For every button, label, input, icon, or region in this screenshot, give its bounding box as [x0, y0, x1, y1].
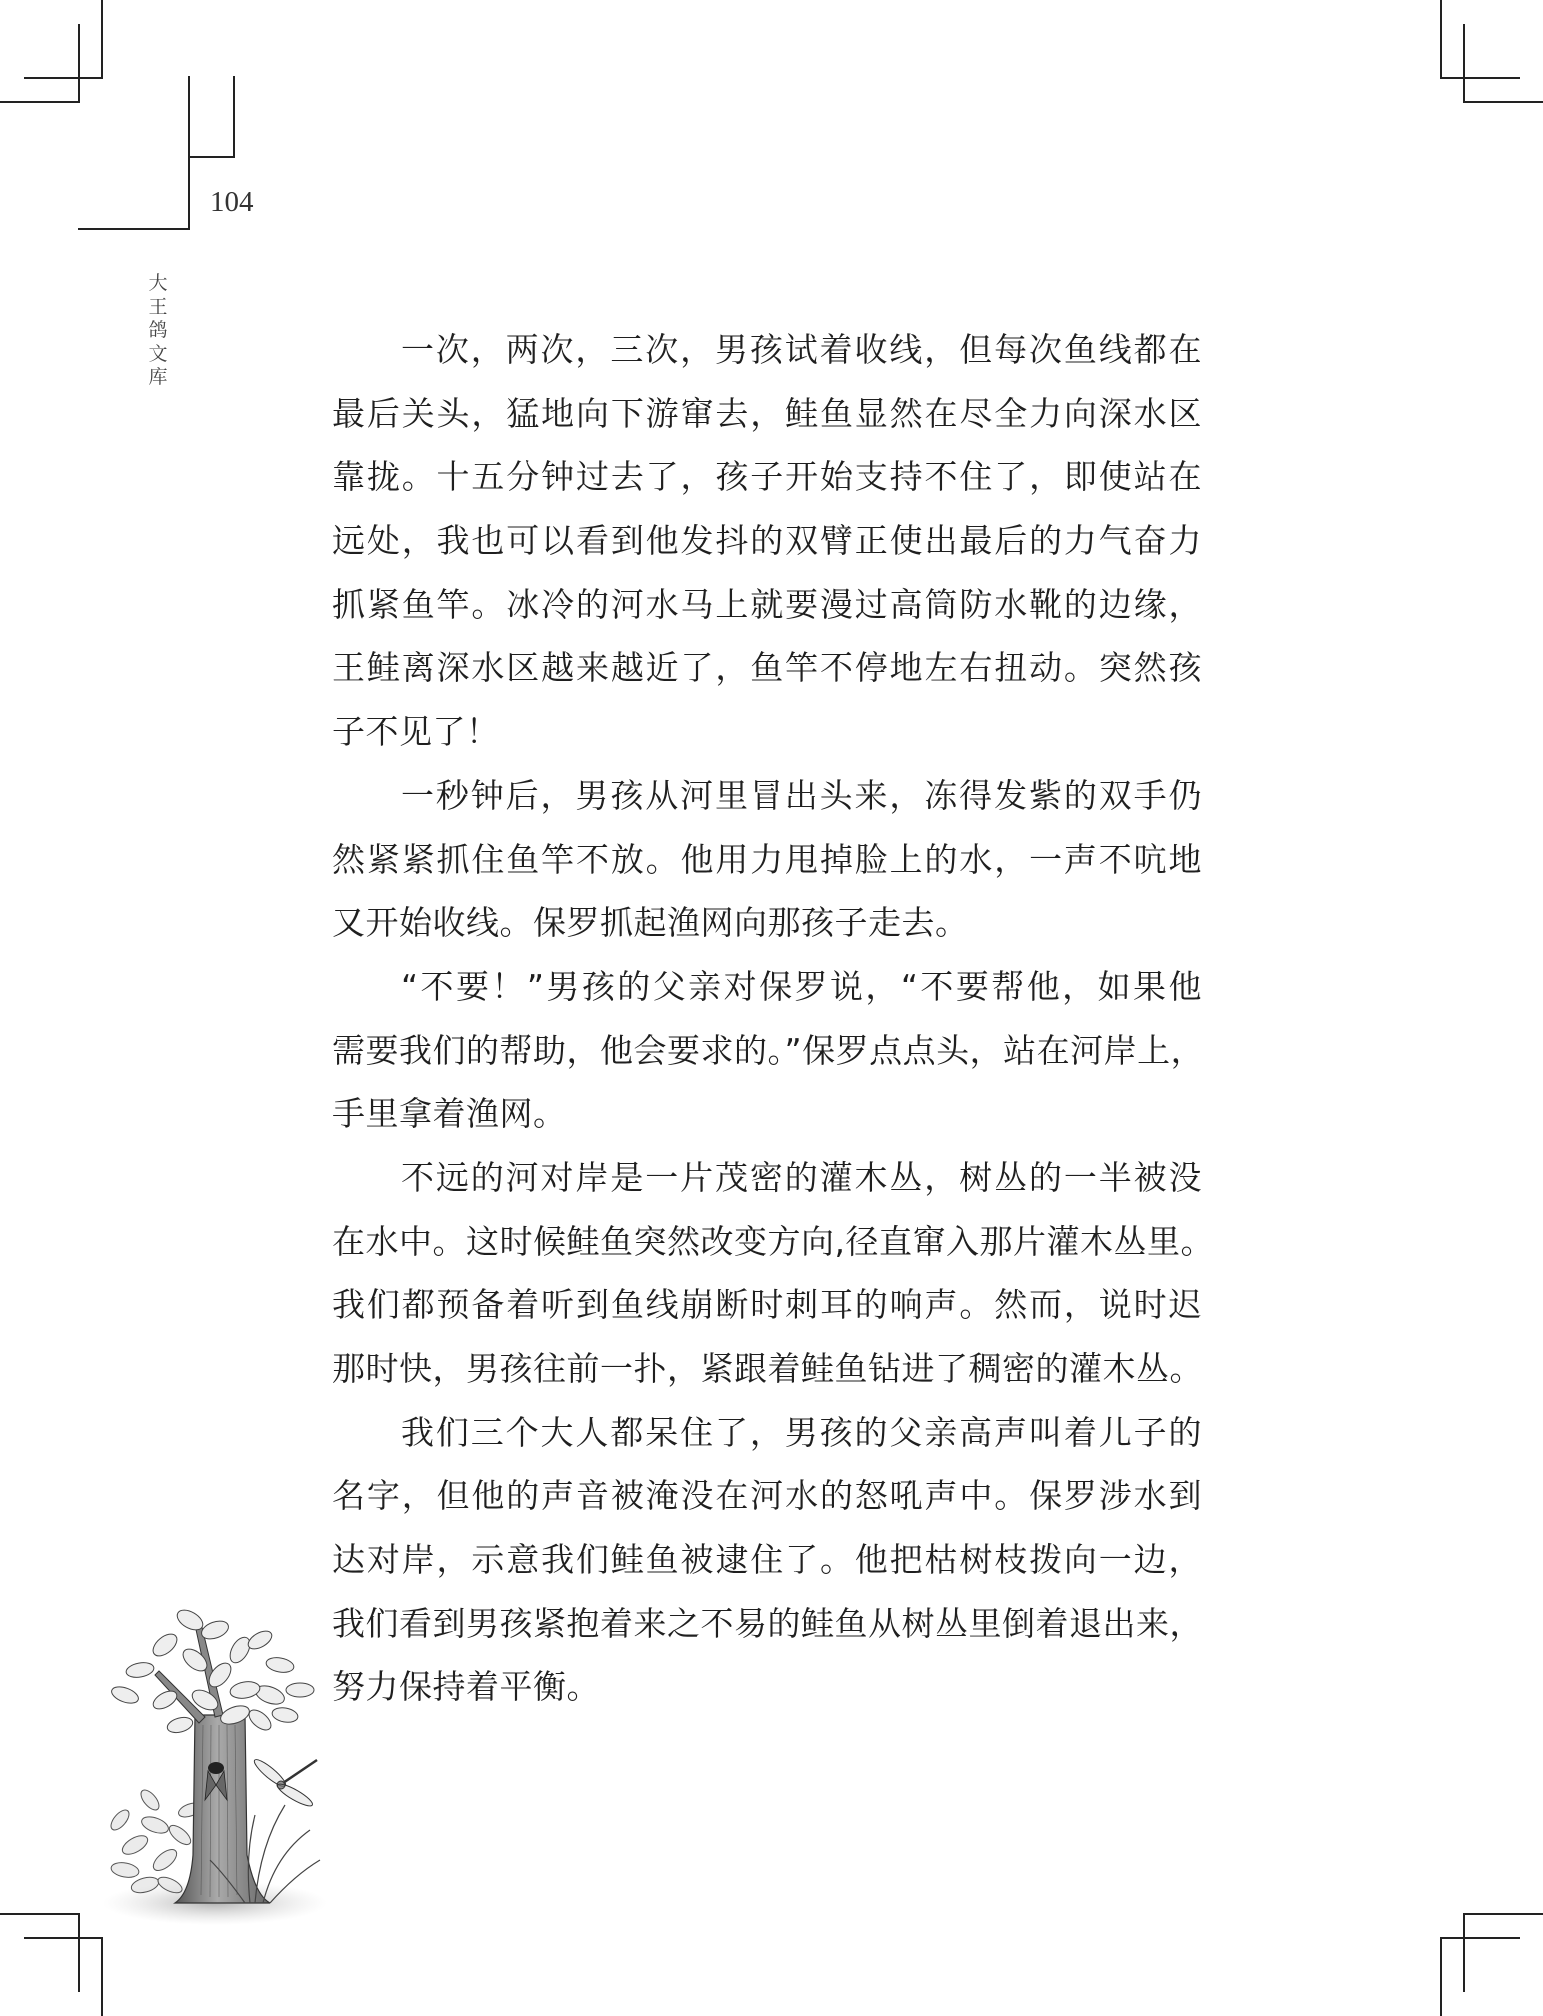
header-rule [233, 76, 235, 158]
crop-mark [1463, 1913, 1543, 1915]
crop-mark [1440, 1937, 1442, 2016]
text-line: 手里拿着渔网。 [332, 1094, 567, 1134]
text-line: 那时快，男孩往前一扑，紧跟着鲑鱼钻进了稠密的灌木丛。 [332, 1349, 1203, 1388]
body-text [332, 318, 1214, 1719]
text-line: 远处，我也可以看到他发抖的双臂正使出最后的力气奋力 [332, 521, 1202, 561]
text-line: 靠拢。十五分钟过去了，孩子开始支持不住了，即使站在 [332, 457, 1202, 497]
crop-mark [0, 101, 80, 103]
crop-mark [1440, 1937, 1520, 1939]
crop-mark [0, 1913, 79, 1915]
text-line: 我们看到男孩紧抱着来之不易的鲑鱼从树丛里倒着退出来， [332, 1603, 1203, 1643]
text-line: 不远的河对岸是一片茂密的灌木丛，树丛的一半被没 [401, 1157, 1202, 1197]
text-line: 王鲑离深水区越来越近了，鱼竿不停地左右扭动。突然孩 [332, 648, 1202, 688]
text-line: 我们三个大人都呆住了，男孩的父亲高声叫着儿子的 [401, 1412, 1202, 1452]
paragraph [332, 1401, 1202, 1719]
series-title-char: 大 [148, 272, 168, 294]
crop-mark [78, 24, 80, 103]
crop-mark [24, 1937, 103, 1939]
crop-mark [24, 77, 103, 79]
text-line: 名字，但他的声音被淹没在河水的怒吼声中。保罗涉水到 [332, 1476, 1202, 1516]
text-line: 子不见了！ [332, 712, 500, 752]
text-line: 又开始收线。保罗抓起渔网向那孩子走去。 [332, 903, 969, 943]
series-title-char: 鸽 [148, 319, 168, 341]
crop-mark [101, 1937, 103, 2016]
text-line: 抓紧鱼竿。冰冷的河水马上就要漫过高筒防水靴的边缘， [332, 584, 1202, 624]
crop-mark [1463, 1913, 1465, 1992]
text-line: 在水中。这时候鲑鱼突然改变方向,径直窜入那片灌木丛里。 [332, 1221, 1214, 1261]
series-title-char: 库 [148, 366, 168, 388]
series-title-char: 王 [148, 295, 168, 318]
header-rule [188, 76, 190, 230]
text-line: 我们都预备着听到鱼线崩断时刺耳的响声。然而，说时迟 [332, 1285, 1202, 1325]
text-line: 一次，两次，三次，男孩试着收线，但每次鱼线都在 [401, 330, 1202, 369]
paragraph [332, 955, 1205, 1146]
crop-mark [1440, 0, 1442, 78]
series-title [146, 272, 170, 390]
header-rule [78, 228, 190, 230]
text-line: 努力保持着平衡。 [332, 1667, 600, 1707]
tree-illustration [95, 1605, 330, 1930]
crop-mark [1463, 24, 1465, 103]
header-rule [188, 156, 235, 158]
paragraph [332, 764, 1202, 955]
text-line: 一秒钟后，男孩从河里冒出头来，冻得发紫的双手仍 [401, 775, 1202, 815]
crop-mark [101, 0, 103, 78]
paragraph [332, 1146, 1214, 1401]
text-line: “不要！”男孩的父亲对保罗说，“不要帮他，如果他 [401, 966, 1202, 1006]
text-line: 最后关头，猛地向下游窜去，鲑鱼显然在尽全力向深水区 [332, 393, 1202, 433]
crop-mark [1440, 77, 1520, 79]
crop-mark [78, 1913, 80, 1992]
series-title-char: 文 [148, 342, 168, 365]
paragraph [332, 318, 1202, 764]
text-line: 需要我们的帮助，他会要求的。”保罗点点头，站在河岸上， [332, 1030, 1205, 1070]
text-line: 达对岸，示意我们鲑鱼被逮住了。他把枯树枝拨向一边， [332, 1540, 1202, 1580]
page-number: 104 [210, 186, 254, 218]
text-line: 然紧紧抓住鱼竿不放。他用力甩掉脸上的水，一声不吭地 [332, 839, 1202, 879]
dragonfly-icon [251, 1756, 317, 1809]
crop-mark [1463, 101, 1543, 103]
